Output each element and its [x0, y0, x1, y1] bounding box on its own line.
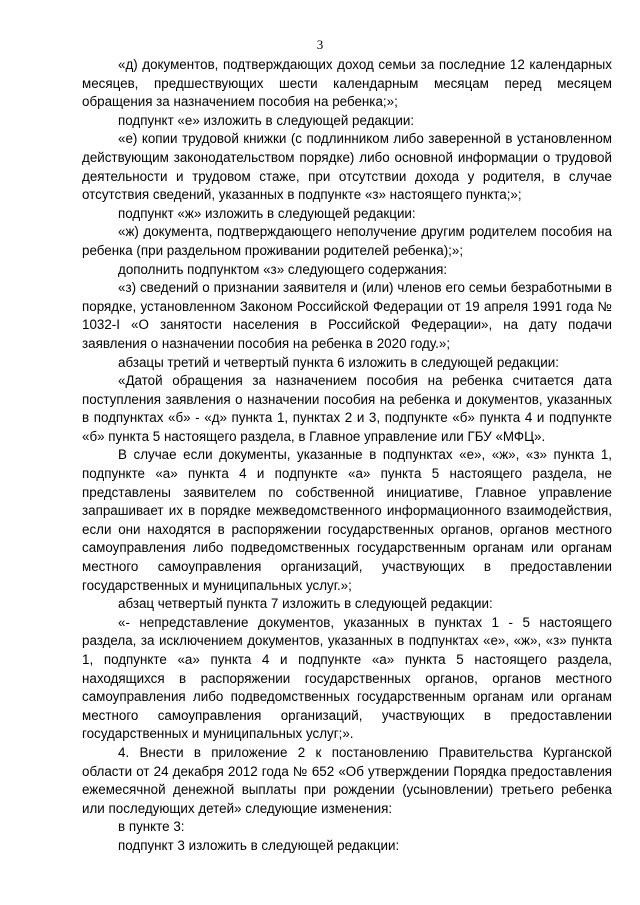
document-body [82, 56, 612, 856]
paragraph-subitem-zh-intro: подпункт «ж» изложить в следующей редакции: [118, 205, 416, 221]
paragraph-item-7-intro: абзац четвертый пункта 7 изложить в следующей редакции: [118, 596, 493, 612]
paragraph-zh-document: «ж) документа, подтверждающего неполучение другим родителем пособия на ребенка (при раздельном проживании родителей ребенка);»; [82, 224, 612, 258]
paragraph-d-documents: «д) документов, подтверждающих доход семьи за последние 12 календарных месяцев, предшествующих шести календарным месяцам перед месяцем обращения за назначением пособия на ребенка;»; [82, 57, 612, 110]
paragraph-subitem-3-intro: подпункт 3 изложить в следующей редакции: [118, 837, 400, 853]
paragraph-subitem-z-intro: дополнить подпунктом «з» следующего содержания: [118, 261, 448, 277]
paragraph-e-labor-book: «е) копии трудовой книжки (с подлинником либо заверенной в установленном действующим законодательством порядке) либо основной информации о трудовой деятельности и трудовом стаже, при отсутствии дохода у родителя, в случае отсутствия сведений, указанных в подпункте «з» настоящего пункта;»; [82, 131, 612, 203]
paragraph-section-4: 4. Внести в приложение 2 к постановлению Правительства Курганской области от 24 декабря 2012 года № 652 «Об утверждении Порядка предоставления ежемесячной денежной выплаты при рождении (усыновлении) третьего ребенка или последующих детей» следующие изменения: [82, 744, 612, 816]
paragraph-interagency-request: В случае если документы, указанные в подпунктах «е», «ж», «з» пункта 1, подпункте «а» пункта 4 и подпункте «а» пункта 5 настоящего раздела, не представлены заявителем по собственной инициативе, Главное управление запрашивает их в порядке межведомственного информационного взаимодействия, если они находятся в распоряжении государственных органов, органов местного самоуправления либо подведомственных государственным органам или органам местного самоуправления организаций, участвующих в предоставлении государственных и муниципальных услуг.»; [82, 447, 612, 593]
paragraph-subitem-e-intro: подпункт «е» изложить в следующей редакции: [118, 112, 415, 128]
page-number: 3 [316, 37, 324, 52]
paragraph-application-date: «Датой обращения за назначением пособия на ребенка считается дата поступления заявления о назначении пособия на ребенка и документов, указанных в подпунктах «б» - «д» пункта 1, пунктах 2 и 3, подпункте «б» пункта 4 и подпункте «б» пункта 5 настоящего раздела, в Главное управление или ГБУ «МФЦ». [82, 373, 612, 444]
paragraph-z-unemployed: «з) сведений о признании заявителя и (или) членов его семьи безработными в порядке, установленном Законом Российской Федерации от 19 апреля 1991 года № 1032-I «О занятости населения в Российской Федерации», на дату подачи заявления о назначении пособия на ребенка в 2020 году.»; [82, 280, 612, 351]
paragraph-item-3: в пункте 3: [118, 819, 185, 835]
paragraph-item-6-intro: абзацы третий и четвертый пункта 6 изложить в следующей редакции: [118, 354, 559, 370]
paragraph-non-submission: «- непредставление документов, указанных в пунктах 1 - 5 настоящего раздела, за исключением документов, указанных в подпунктах «е», «ж», «з» пункта 1, подпункте «а» пункта 4 и подпункте «а» пункта 5 настоящего раздела, находящихся в распоряжении государственных органов, органов местного самоуправления либо подведомственных государственным органам или органам местного самоуправления организаций, участвующих в предоставлении государственных и муниципальных услуг;». [82, 614, 612, 742]
